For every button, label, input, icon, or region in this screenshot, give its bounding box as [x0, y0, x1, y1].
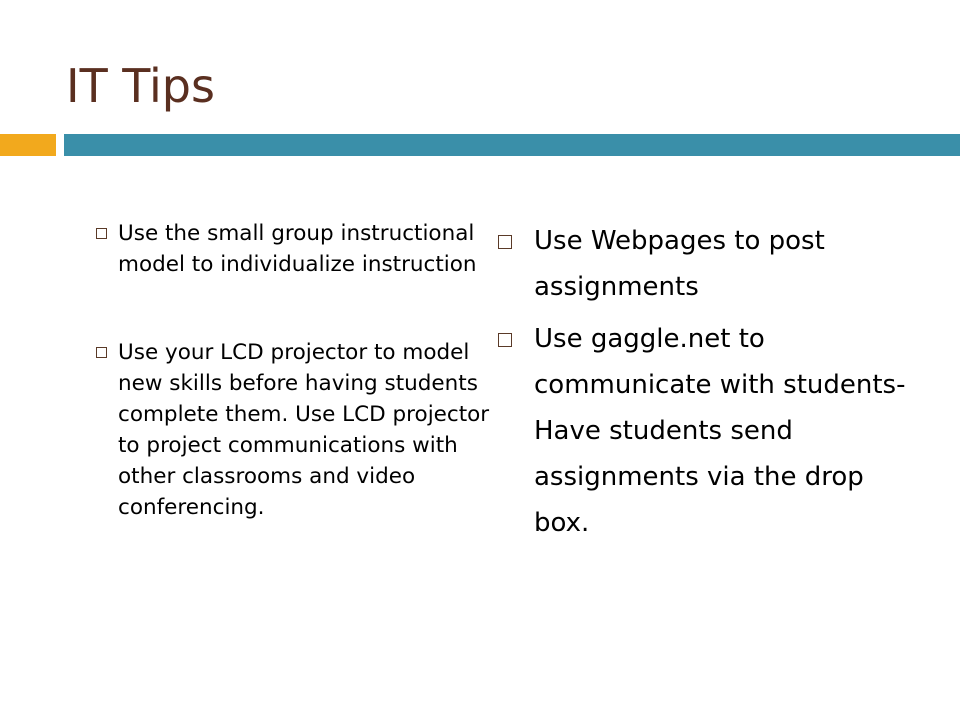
- list-item: [498, 316, 918, 546]
- title-rule-bar: [64, 134, 960, 156]
- list-item: [96, 337, 506, 523]
- bullet-text: Use Webpages to post assignments: [534, 226, 825, 302]
- list-item: [498, 218, 918, 310]
- list-item: [96, 218, 506, 280]
- slide-title: IT Tips: [66, 59, 215, 113]
- square-bullet-icon: [498, 235, 512, 249]
- square-bullet-icon: [96, 347, 107, 358]
- bullet-text: Use the small group instructional model to individualize instruction: [118, 221, 477, 277]
- square-bullet-icon: [96, 228, 107, 239]
- right-bullet-list: [498, 218, 918, 546]
- square-bullet-icon: [498, 333, 512, 347]
- title-accent-bar: [0, 134, 56, 156]
- bullet-text: Use your LCD projector to model new skills before having students complete them. Use LCD projector to project communications with other classrooms and video conferencing.: [118, 340, 490, 520]
- bullet-text: Use gaggle.net to communicate with students- Have students send assignments via the drop box.: [534, 324, 906, 538]
- left-bullet-list: [96, 218, 506, 523]
